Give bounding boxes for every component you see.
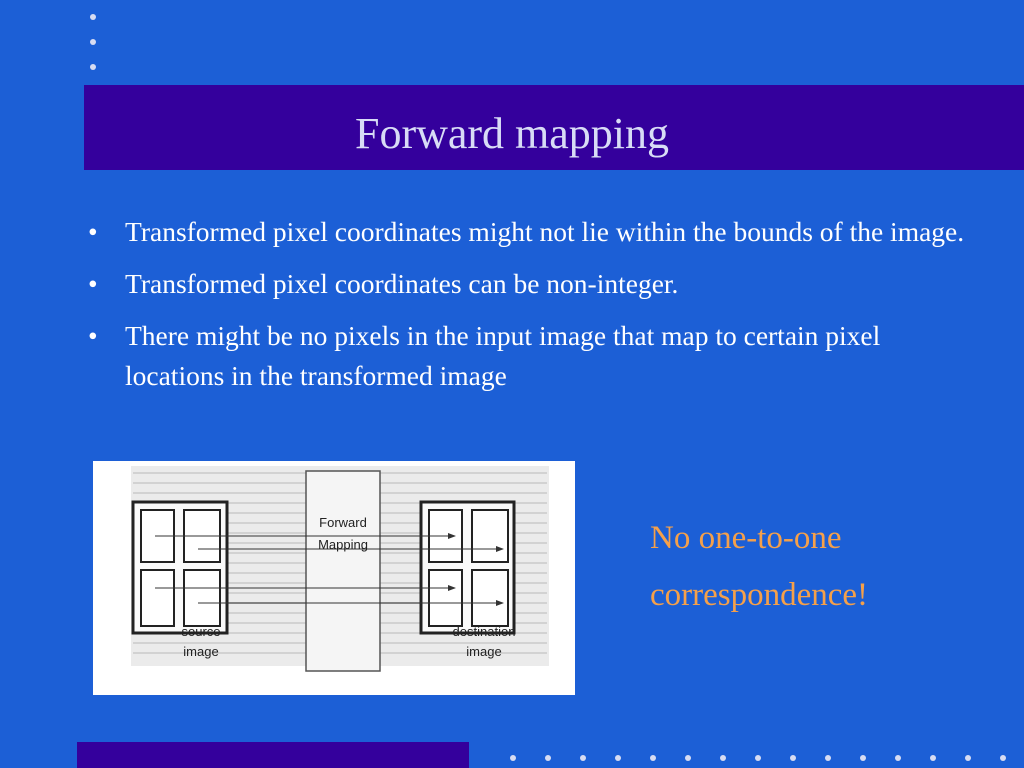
mapping-box bbox=[306, 471, 380, 671]
bullet-marker: • bbox=[88, 216, 98, 247]
mapping-label-line2: Mapping bbox=[318, 537, 368, 552]
bullet-text: Transformed pixel coordinates might not lie within the bounds of the image. bbox=[125, 216, 965, 247]
bullet-text: There might be no pixels in the input image that map to certain pixel locations in the transformed image bbox=[125, 320, 881, 391]
bullet-item bbox=[88, 316, 968, 396]
decor-dot bbox=[930, 755, 936, 761]
forward-mapping-figure bbox=[93, 461, 575, 695]
mapping-label-line1: Forward bbox=[319, 515, 367, 530]
decor-dot bbox=[90, 14, 96, 20]
decor-dot bbox=[545, 755, 551, 761]
bullet-item bbox=[88, 212, 968, 252]
bullet-marker: • bbox=[88, 320, 98, 351]
decor-dot bbox=[90, 64, 96, 70]
decor-dot bbox=[90, 39, 96, 45]
callout-line-1: No one-to-one bbox=[650, 520, 842, 556]
callout-text bbox=[650, 510, 990, 624]
destination-label-line2: image bbox=[466, 644, 502, 659]
decor-dot bbox=[895, 755, 901, 761]
source-grid bbox=[133, 502, 227, 633]
bullet-item bbox=[88, 264, 968, 304]
decor-dot bbox=[580, 755, 586, 761]
decor-dot bbox=[825, 755, 831, 761]
decor-dot bbox=[860, 755, 866, 761]
callout-line-2: correspondence! bbox=[650, 577, 869, 613]
decor-dot bbox=[1000, 755, 1006, 761]
figure-drawing bbox=[93, 461, 575, 695]
bullet-text: Transformed pixel coordinates can be non-integer. bbox=[125, 268, 679, 299]
decor-dot bbox=[650, 755, 656, 761]
source-label-line2: image bbox=[183, 644, 219, 659]
slide-title: Forward mapping bbox=[354, 109, 670, 158]
decor-dot bbox=[965, 755, 971, 761]
bullet-list bbox=[88, 212, 968, 408]
decor-dot bbox=[685, 755, 691, 761]
footer-band bbox=[77, 742, 469, 768]
decor-dot bbox=[790, 755, 796, 761]
bullet-marker: • bbox=[88, 268, 98, 299]
decor-dot bbox=[755, 755, 761, 761]
destination-grid bbox=[421, 502, 514, 633]
decor-dot bbox=[510, 755, 516, 761]
decor-dot bbox=[720, 755, 726, 761]
decor-dot bbox=[615, 755, 621, 761]
source-label-line1: source bbox=[181, 624, 221, 639]
destination-label-line1: destination bbox=[452, 624, 516, 639]
